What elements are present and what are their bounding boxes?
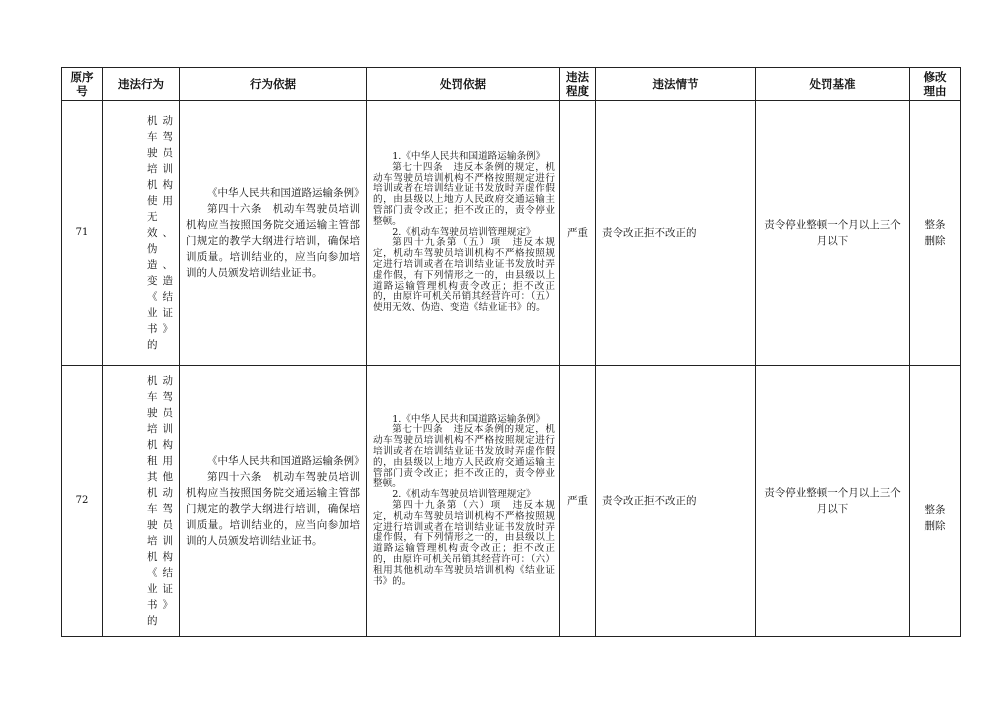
basis-law-title: 《中华人民共和国道路运输条例》 — [207, 455, 365, 467]
header-no: 原序号 — [62, 68, 103, 101]
header-circumstance: 违法情节 — [596, 68, 756, 101]
modification-reason — [910, 366, 961, 637]
penalty-article-2: 第四十九条第（五）项 违反本规定，机动车驾驶员培训机构不严格按照规定进行培训或者在培训结业证书发放时弄虚作假，有下列情形之一的，由县级以上道路运输管理机构责令改正；拒不改正的，由原许可机关吊销其经营许可：（五）使用无效、伪造、变造《结业证书》的。 — [373, 237, 555, 314]
violation-act — [103, 101, 180, 366]
header-standard: 处罚基准 — [756, 68, 910, 101]
penalty-article-2: 第四十九条第（六）项 违反本规定，机动车驾驶员培训机构不严格按照规定进行培训或者在培训结业证书发放时弄虚作假，有下列情形之一的，由县级以上道路运输管理机构责令改正；拒不改正的，由原许可机关吊销其经营许可：（六）租用其他机动车驾驶员培训机构《结业证书》的。 — [373, 500, 555, 587]
violation-circumstance: 责令改正拒不改正的 — [596, 366, 756, 637]
violation-act-text: 机动车驾驶员培训机构使用无效、伪造、变造《结业证书》的 — [147, 115, 173, 351]
penalty-law-2: 2.《机动车驾驶员培训管理规定》 — [392, 226, 536, 238]
violation-degree: 严重 — [560, 101, 596, 366]
penalty-basis — [367, 366, 560, 637]
table-row — [62, 366, 961, 637]
modification-reason: 整条删除 — [910, 101, 961, 366]
table-row — [62, 101, 961, 366]
conduct-basis — [180, 101, 367, 366]
header-penalty: 处罚依据 — [367, 68, 560, 101]
row-number: 72 — [62, 366, 103, 637]
penalty-law-2: 2.《机动车驾驶员培训管理规定》 — [392, 489, 536, 501]
penalty-article-1: 第七十四条 违反本条例的规定，机动车驾驶员培训机构不严格按照规定进行培训或者在培训结业证书发放时弄虚作假的，由县级以上地方人民政府交通运输主管部门责令改正；拒不改正的，责令停业整顿。 — [373, 161, 555, 227]
header-reason: 修改理由 — [910, 68, 961, 101]
basis-article: 第四十六条 机动车驾驶员培训机构应当按照国务院交通运输主管部门规定的教学大纲进行培训，确保培训质量。培训结业的，应当向参加培训的人员颁发培训结业证书。 — [186, 203, 360, 279]
modification-reason-text: 整条删除 — [924, 504, 946, 532]
header-act: 违法行为 — [103, 68, 180, 101]
violation-circumstance: 责令改正拒不改正的 — [596, 101, 756, 366]
violation-degree: 严重 — [560, 366, 596, 637]
header-basis: 行为依据 — [180, 68, 367, 101]
penalty-standard: 责令停业整顿一个月以上三个月以下 — [756, 101, 910, 366]
penalty-article-1: 第七十四条 违反本条例的规定，机动车驾驶员培训机构不严格按照规定进行培训或者在培训结业证书发放时弄虚作假的，由县级以上地方人民政府交通运输主管部门责令改正；拒不改正的，责令停业整顿。 — [373, 424, 555, 490]
row-number: 71 — [62, 101, 103, 366]
regulation-table — [61, 67, 961, 637]
header-degree: 违法程度 — [560, 68, 596, 101]
basis-law-title: 《中华人民共和国道路运输条例》 — [207, 187, 365, 199]
conduct-basis — [180, 366, 367, 637]
penalty-standard: 责令停业整顿一个月以上三个月以下 — [756, 366, 910, 637]
penalty-law-1: 1.《中华人民共和国道路运输条例》 — [392, 413, 546, 425]
violation-act — [103, 366, 180, 637]
basis-article: 第四十六条 机动车驾驶员培训机构应当按照国务院交通运输主管部门规定的教学大纲进行培训，确保培训质量。培训结业的，应当向参加培训的人员颁发培训结业证书。 — [186, 471, 360, 547]
violation-act-text: 机动车驾驶员培训机构租用其他机动车驾驶员培训机构《结业证书》的 — [147, 375, 173, 627]
penalty-law-1: 1.《中华人民共和国道路运输条例》 — [392, 151, 546, 163]
penalty-basis — [367, 101, 560, 366]
header-row — [62, 68, 961, 101]
